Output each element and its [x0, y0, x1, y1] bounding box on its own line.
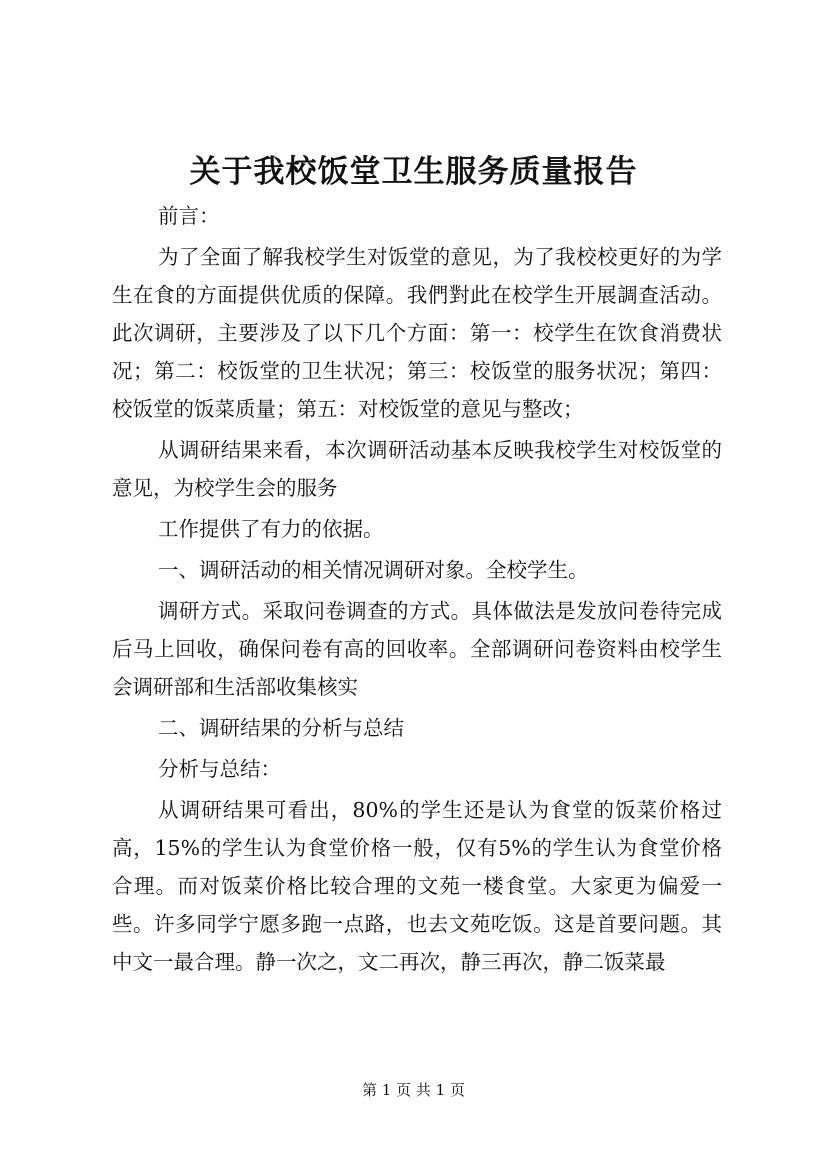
paragraph-preface-label: 前言： [158, 204, 220, 228]
paragraph-analysis-label: 分析与总结： [158, 757, 281, 781]
document-title: 关于我校饭堂卫生服务质量报告 [189, 154, 638, 190]
paragraph-analysis-results: 从调研结果可看出，80%的学生还是认为食堂的饭菜价格过高，15%的学生认为食堂价格一般，仅有5%的学生认为食堂价格合理。而对饭菜价格比较合理的文苑一楼食堂。大家更为偏爱一些。许多同学宁愿多跑一点路，也去文苑吃饭。这是首要问题。其中文一最合理。静一次之，文二再次，静三再次，静二饭菜最 [112, 798, 722, 974]
paragraph-summary-end: 工作提供了有力的依据。 [158, 517, 384, 541]
paragraph-introduction: 为了全面了解我校学生对饭堂的意见，为了我校校更好的为学生在食的方面提供优质的保障。我們對此在校学生开展調查活动。此次调研，主要涉及了以下几个方面：第一：校学生在饮食消费状况；第二：校饭堂的卫生状况；第三：校饭堂的服务状况；第四：校饭堂的饭菜质量；第五：对校饭堂的意见与整改； [112, 245, 722, 421]
page-number-footer: 第 1 页 共 1 页 [362, 1081, 465, 1099]
document-body [112, 197, 722, 984]
paragraph-survey-method: 调研方式。采取问卷调查的方式。具体做法是发放问卷待完成后马上回收，确保问卷有高的回收率。全部调研问卷资料由校学生会调研部和生活部收集核实 [112, 599, 722, 699]
section-heading-analysis: 二、调研结果的分析与总结 [158, 716, 404, 740]
section-heading-survey-info: 一、调研活动的相关情况调研对象。全校学生。 [158, 558, 589, 582]
paragraph-summary-start: 从调研结果来看，本次调研活动基本反映我校学生对校饭堂的意见，为校学生会的服务 [112, 438, 722, 500]
